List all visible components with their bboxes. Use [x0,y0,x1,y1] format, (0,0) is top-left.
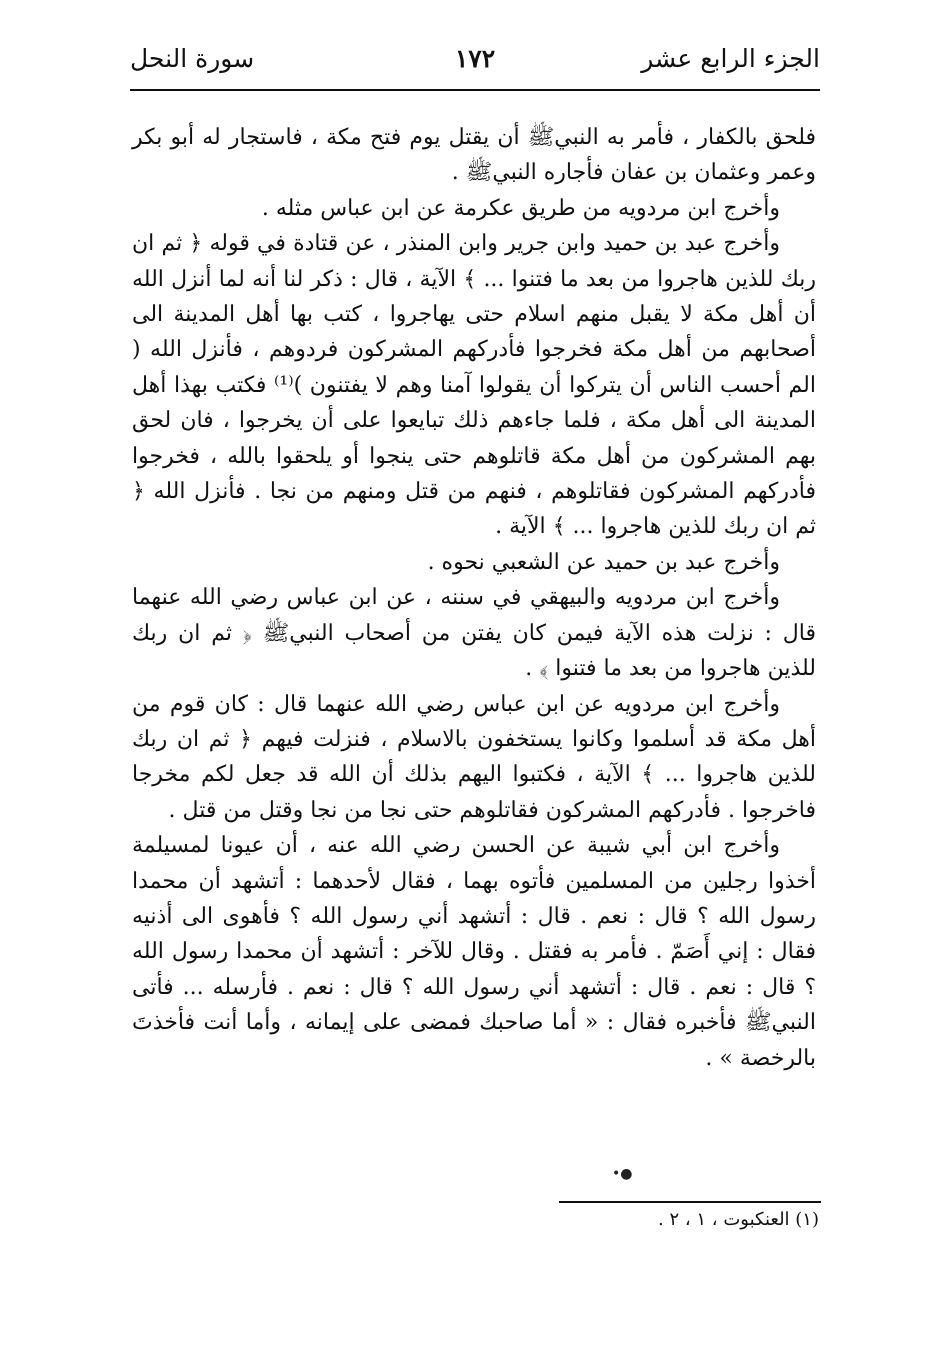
end-ornament-icon: •● [612,1166,633,1182]
paragraph: فلحق بالكفار ، فأمر به النبيﷺ أن يقتل يوم فتح مكة ، فاستجار له أبو بكر وعمر وعثمان بن عفان فأجاره النبيﷺ . [132,125,816,186]
page-number: ١٧٢ [454,44,496,73]
header-rule [130,89,820,91]
paragraph: وأخرج ابن مردويه والبيهقي في سننه ، عن ابن عباس رضي الله عنهما قال : نزلت هذه الآية فيمن كان يفتن من أصحاب النبيﷺ ﴿ ثم ان ربك للذين هاجروا من بعد ما فتنوا ﴾ . [132,585,816,682]
surah-label: سورة النحل [130,44,255,73]
paragraph: وأخرج عبد بن حميد وابن جرير وابن المنذر ، عن قتادة في قوله ﴿ ثم ان ربك للذين هاجروا من بعد ما فتنوا ... ﴾ الآية ، قال : ذكر لنا أنه لما أنزل الله أن أهل مكة لا يقبل منهم اسلام حتى يهاجروا ، كتب بها أهل المدينة الى أصحابهم من أهل مكة فخرجوا فأدركهم المشركون فردوهم ، فأنزل الله ( الم أحسب الناس أن يتركوا أن يقولوا آمنا وهم لا يفتنون )⁽¹⁾ فكتب بهذا أهل المدينة الى أهل مكة ، فلما جاءهم ذلك تبايعوا على أن يخرجوا ، فان لحق بهم المشركون من أهل مكة قاتلوهم حتى ينجوا أو يلحقوا بالله ، فخرجوا فأدركهم المشركون فقاتلوهم ، فنهم من قتل ومنهم من نجا . فأنزل الله ﴿ ثم ان ربك للذين هاجروا ... ﴾ الآية . [132,231,816,540]
paragraph: وأخرج ابن مردويه من طريق عكرمة عن ابن عباس مثله . [261,195,780,221]
paragraph: وأخرج ابن مردويه عن ابن عباس رضي الله عنهما قال : كان قوم من أهل مكة قد أسلموا وكانوا يستخفون بالاسلام ، فنزلت فيهم ﴿ ثم ان ربك للذين هاجروا ... ﴾ الآية ، فكتبوا اليهم بذلك أن الله قد جعل لكم مخرجا فاخرجوا . فأدركهم المشركون فقاتلوهم حتى نجا من نجا وقتل من قتل . [132,691,816,823]
page-header [130,38,820,82]
footnote-rule [559,1201,821,1203]
paragraph: وأخرج ابن أبي شيبة عن الحسن رضي الله عنه ، أن عيونا لمسيلمة أخذوا رجلين من المسلمين فأتوه بهما ، فقال لأحدهما : أتشهد أن محمدا رسول الله ؟ قال : نعم . قال : أتشهد أني رسول الله ؟ فأهوى الى أذنيه فقال : إني أَصَمّ . فأمر به فقتل . وقال للآخر : أتشهد أن محمدا رسول الله ؟ قال : نعم . قال : أتشهد أني رسول الله ؟ قال : نعم . فأرسله ... فأتى النبيﷺ فأخبره فقال : « أما صاحبك فمضى على إيمانه ، وأما أنت فأخذتَ بالرخصة » . [132,833,816,1071]
paragraph: وأخرج عبد بن حميد عن الشعبي نحوه . [427,549,780,575]
body-text [132,120,816,1076]
footnote: (١) العنكبوت ، ١ ، ٢ . [658,1209,819,1230]
part-label: الجزء الرابع عشر [641,44,820,73]
